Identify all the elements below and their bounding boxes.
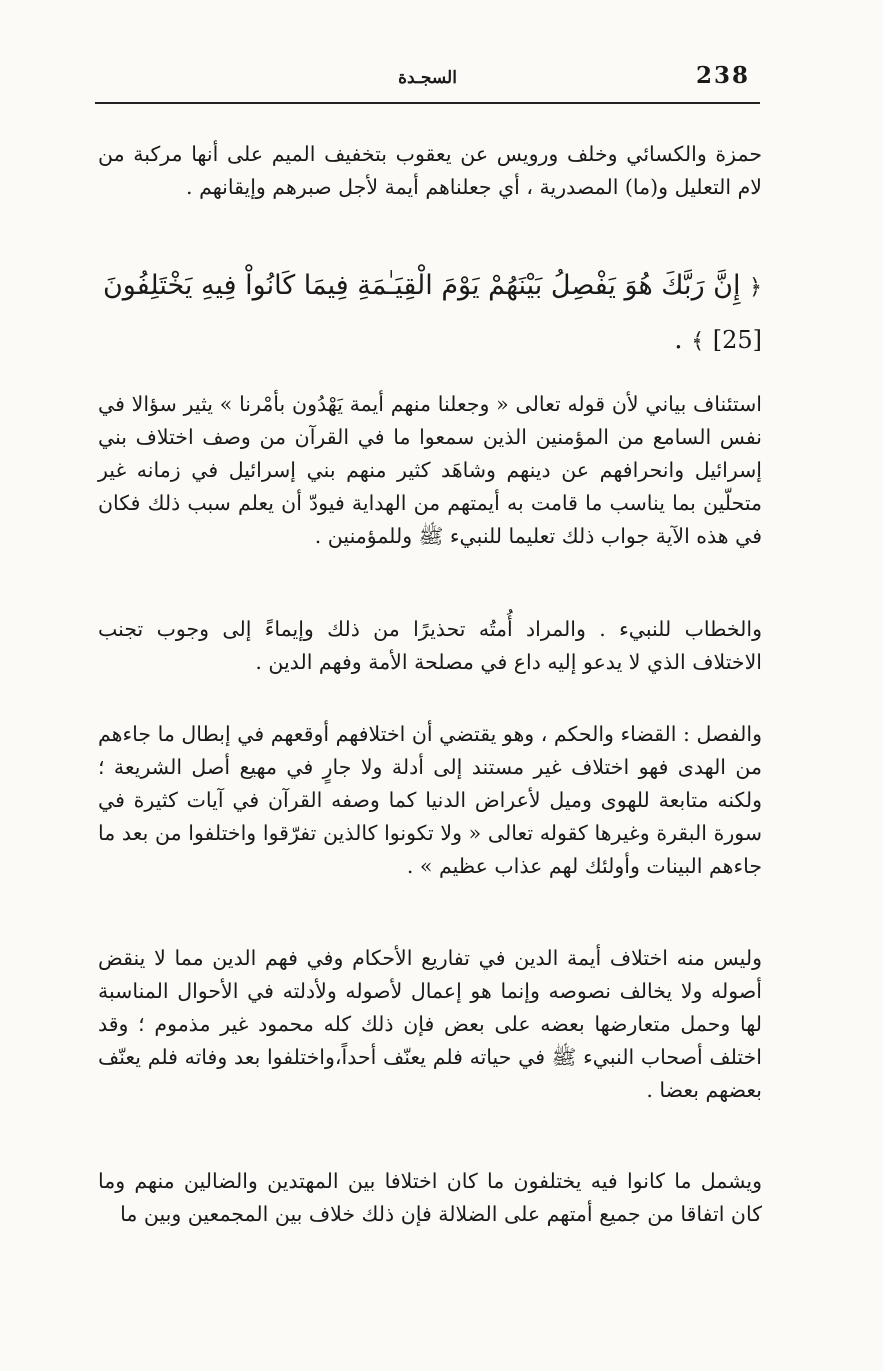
verse-end-dot: .	[674, 324, 683, 355]
surah-title: السجـدة	[398, 68, 457, 88]
paragraph-1: حمزة والكسائي وخلف ورويس عن يعقوب بتخفيف الميم على أنها مركبة من لام التعليل و(ما) المصدرية ، أي جعلناهم أيمة لأجل صبرهم وإيقانهم .	[98, 142, 762, 199]
paragraph-2: استئناف بياني لأن قوله تعالى « وجعلنا منهم أيمة يَهْدُون بأمْرنا » يثير سؤالا في نفس السامع من المؤمنين الذين سمعوا ما في القرآن من وصف اختلاف بني إسرائيل وانحرافهم عن دينهم وشاهَد كثير منهم بني إسرائيل في زمانه غير متحلّين بما يناسب ما قامت به أيمتهم من الهداية فيودّ أن يعلم سبب ذلك فكان في هذه الآية جواب ذلك تعليما للنبيء ﷺ وللمؤمنين .	[98, 392, 762, 548]
verse-number: [25]	[712, 326, 762, 354]
quran-verse	[98, 260, 762, 368]
paragraph-3: والخطاب للنبيء . والمراد أُمتُه تحذيرًا من ذلك وإيماءً إلى وجوب تجنب الاختلاف الذي لا يدعو إليه داع في مصلحة الأمة وفهم الدين .	[98, 617, 762, 674]
paragraph-6: ويشمل ما كانوا فيه يختلفون ما كان اختلافا بين المهتدين والضالين منهم وما كان اتفاقا من جميع أمتهم على الضلالة فإن ذلك خلاف بين المجمعين وبين ما	[98, 1169, 762, 1226]
page-number: 238	[695, 62, 750, 89]
verse-close-bracket: ﴾	[691, 329, 705, 354]
verse-open-bracket: ﴿	[749, 275, 762, 300]
paragraph-4: والفصل : القضاء والحكم ، وهو يقتضي أن اختلافهم أوقعهم في إبطال ما جاءهم من الهدى فهو اختلاف غير مستند إلى أدلة ولا جارٍ في مهيع أصل الشريعة ؛ ولكنه متابعة للهوى وميل لأعراض الدنيا كما وصفه القرآن في آيات كثيرة في سورة البقرة وغيرها كقوله تعالى « ولا تكونوا كالذين تفرّقوا واختلفوا من بعد ما جاءهم البينات وأولئك لهم عذاب عظيم » .	[98, 722, 762, 878]
verse-text: إِنَّ رَبَّكَ هُوَ يَفْصِلُ بَيْنَهُمْ يَوْمَ الْقِيَـٰمَةِ فِيمَا كَانُواْ فِيهِ يَخْتَلِفُونَ	[102, 270, 741, 301]
page-header	[95, 62, 760, 104]
paragraph-5: وليس منه اختلاف أيمة الدين في تفاريع الأحكام وفي فهم الدين مما لا ينقض أصوله ولا يخالف نصوصه وإنما هو إعمال لأصوله ولأدلته في الأحوال المناسبة لها وحمل متعارضها بعضه على بعض فإن ذلك كله محمود غير مذموم ؛ وقد اختلف أصحاب النبيء ﷺ في حياته فلم يعنّف أحداً،واختلفوا بعد وفاته فلم يعنّف بعضهم بعضا .	[98, 946, 762, 1102]
